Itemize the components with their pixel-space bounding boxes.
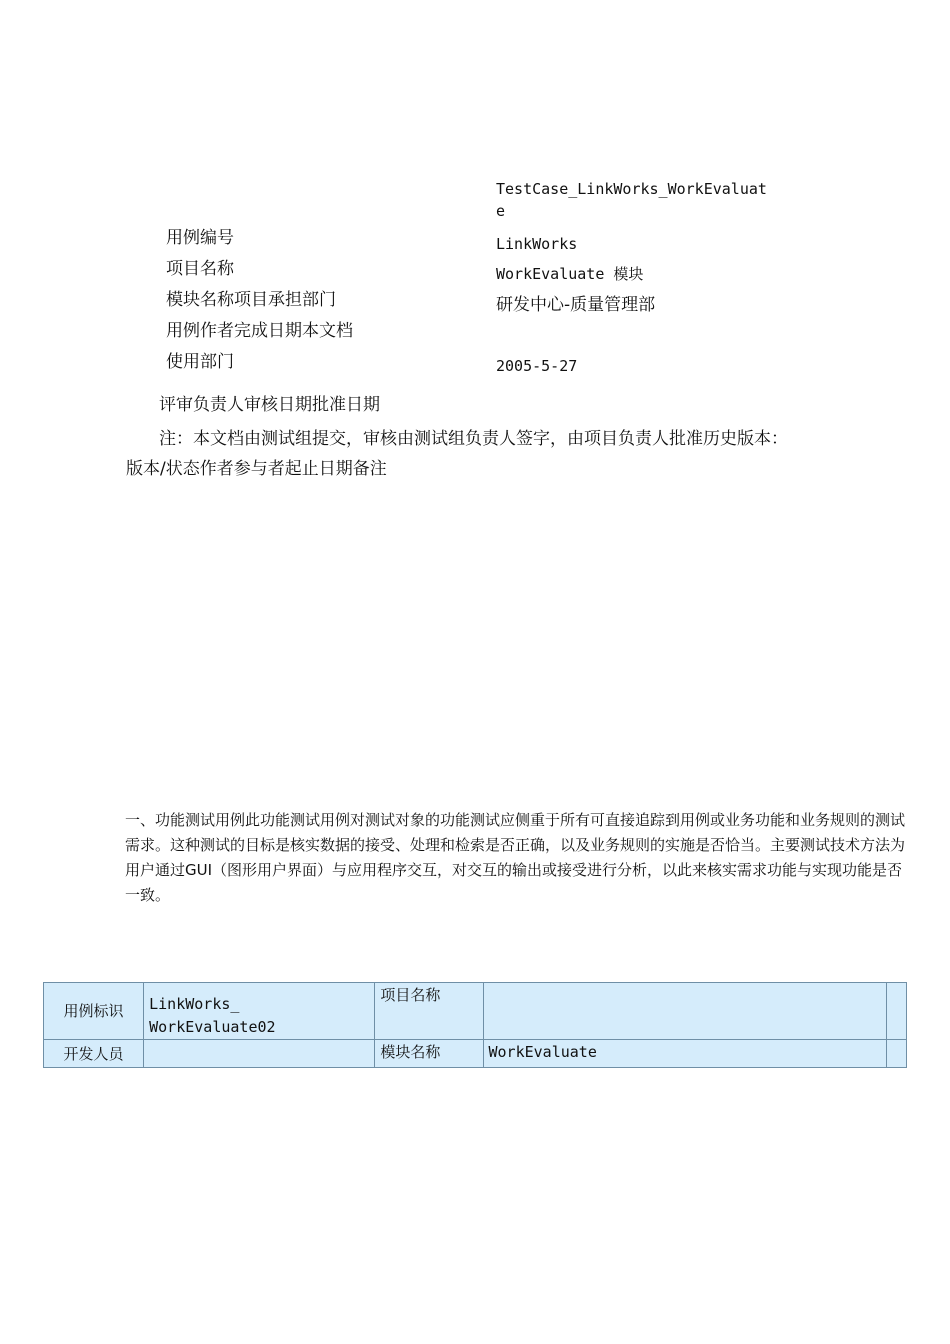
case-id-label: 用例标识: [63, 1002, 124, 1020]
version-line: 版本/状态作者参与者起止日期备注: [126, 459, 387, 479]
note-line: 注：本文档由测试组提交，审核由测试组负责人签字，由项目负责人批准历史版本：: [159, 429, 788, 449]
table-row: [44, 983, 907, 1040]
review-line: 评审负责人审核日期批准日期: [159, 395, 380, 415]
module-label: 模块名称: [380, 1043, 441, 1061]
case-id-cell: [144, 983, 375, 1040]
label-project-name: 项目名称: [166, 259, 234, 279]
case-id-value-line1: TestCase_LinkWorks_WorkEvaluat: [496, 180, 767, 198]
case-id-label-cell: [44, 983, 144, 1040]
label-author-date-doc: 用例作者完成日期本文档: [166, 321, 353, 341]
case-id-line2: WorkEvaluate02: [149, 1018, 276, 1036]
module-name-value: WorkEvaluate 模块: [496, 265, 644, 283]
label-case-id: 用例编号: [166, 228, 234, 248]
developer-value-cell: [144, 1040, 375, 1068]
section-paragraph: 一、功能测试用例此功能测试用例对测试对象的功能测试应侧重于所有可直接追踪到用例或业务功能和业务规则的测试需求。这种测试的目标是核实数据的接受、处理和检索是否正确，以及业务规则的实施是否恰当。主要测试技术方法为用户通过GUI（图形用户界面）与应用程序交互，对交互的输出或接受进行分析，以此来核实需求功能与实现功能是否一致。: [125, 811, 906, 904]
label-module-dept: 模块名称项目承担部门: [166, 290, 336, 310]
project-label-cell: [375, 983, 483, 1040]
module-label-cell: [375, 1040, 483, 1068]
module-value: WorkEvaluate: [488, 1043, 597, 1061]
developer-label: 开发人员: [63, 1044, 124, 1063]
project-name-value: LinkWorks: [496, 235, 578, 253]
table-row: [44, 1040, 907, 1068]
extra-cell: [886, 1040, 906, 1068]
extra-cell: [886, 983, 906, 1040]
module-value-cell: [483, 1040, 886, 1068]
test-case-table: [43, 982, 907, 1068]
label-use-dept: 使用部门: [166, 352, 234, 372]
developer-label-cell: [44, 1040, 144, 1068]
case-id-line1: LinkWorks_: [149, 995, 240, 1013]
project-label: 项目名称: [380, 986, 441, 1004]
dept-value: 研发中心-质量管理部: [496, 295, 656, 315]
date-value: 2005-5-27: [496, 357, 578, 375]
case-id-value-line2: e: [496, 202, 506, 220]
project-value-cell: [483, 983, 886, 1040]
